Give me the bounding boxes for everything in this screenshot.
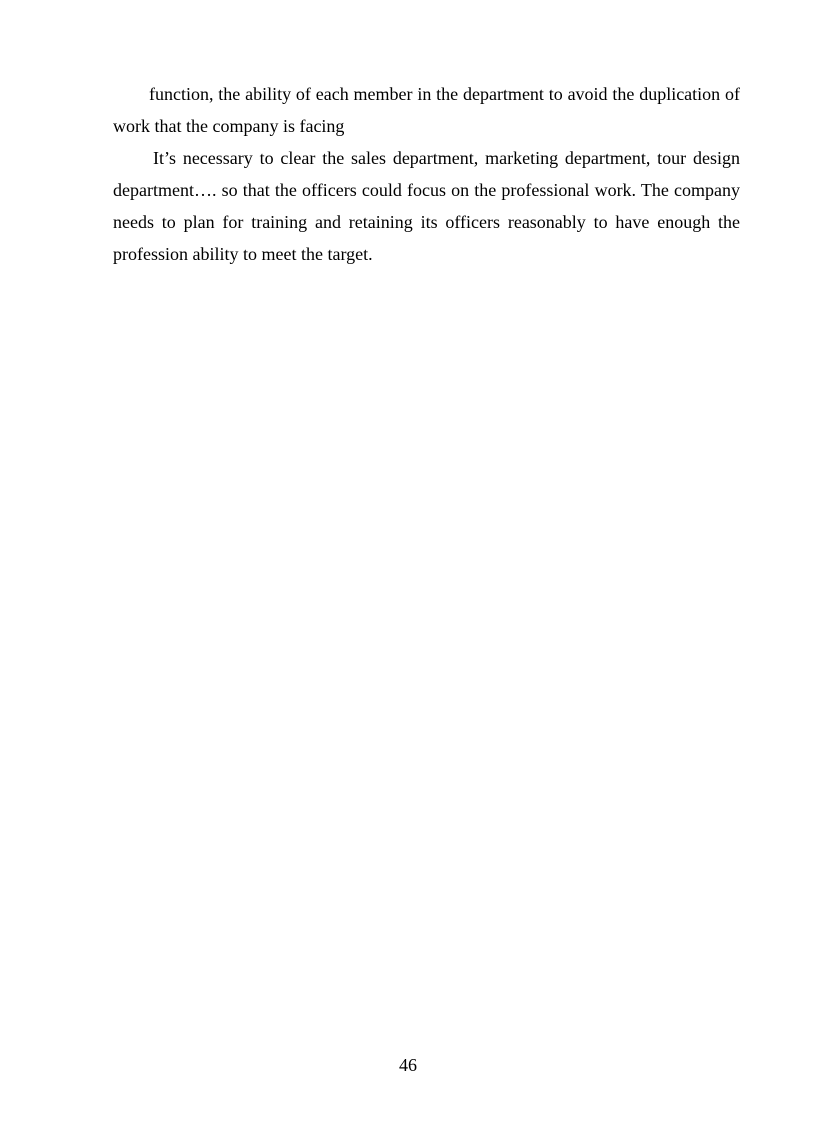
- body-text: [113, 78, 740, 270]
- paragraph-recommendation: It’s necessary to clear the sales department, marketing department, tour design department…. so that the officers could focus on the professional work. The company needs to plan for training and retaining its officers reasonably to have enough the profession ability to meet the target.: [113, 148, 740, 264]
- paragraph-continuation: function, the ability of each member in the department to avoid the duplication of work that the company is facing: [113, 84, 740, 136]
- page-number: 46: [399, 1055, 417, 1075]
